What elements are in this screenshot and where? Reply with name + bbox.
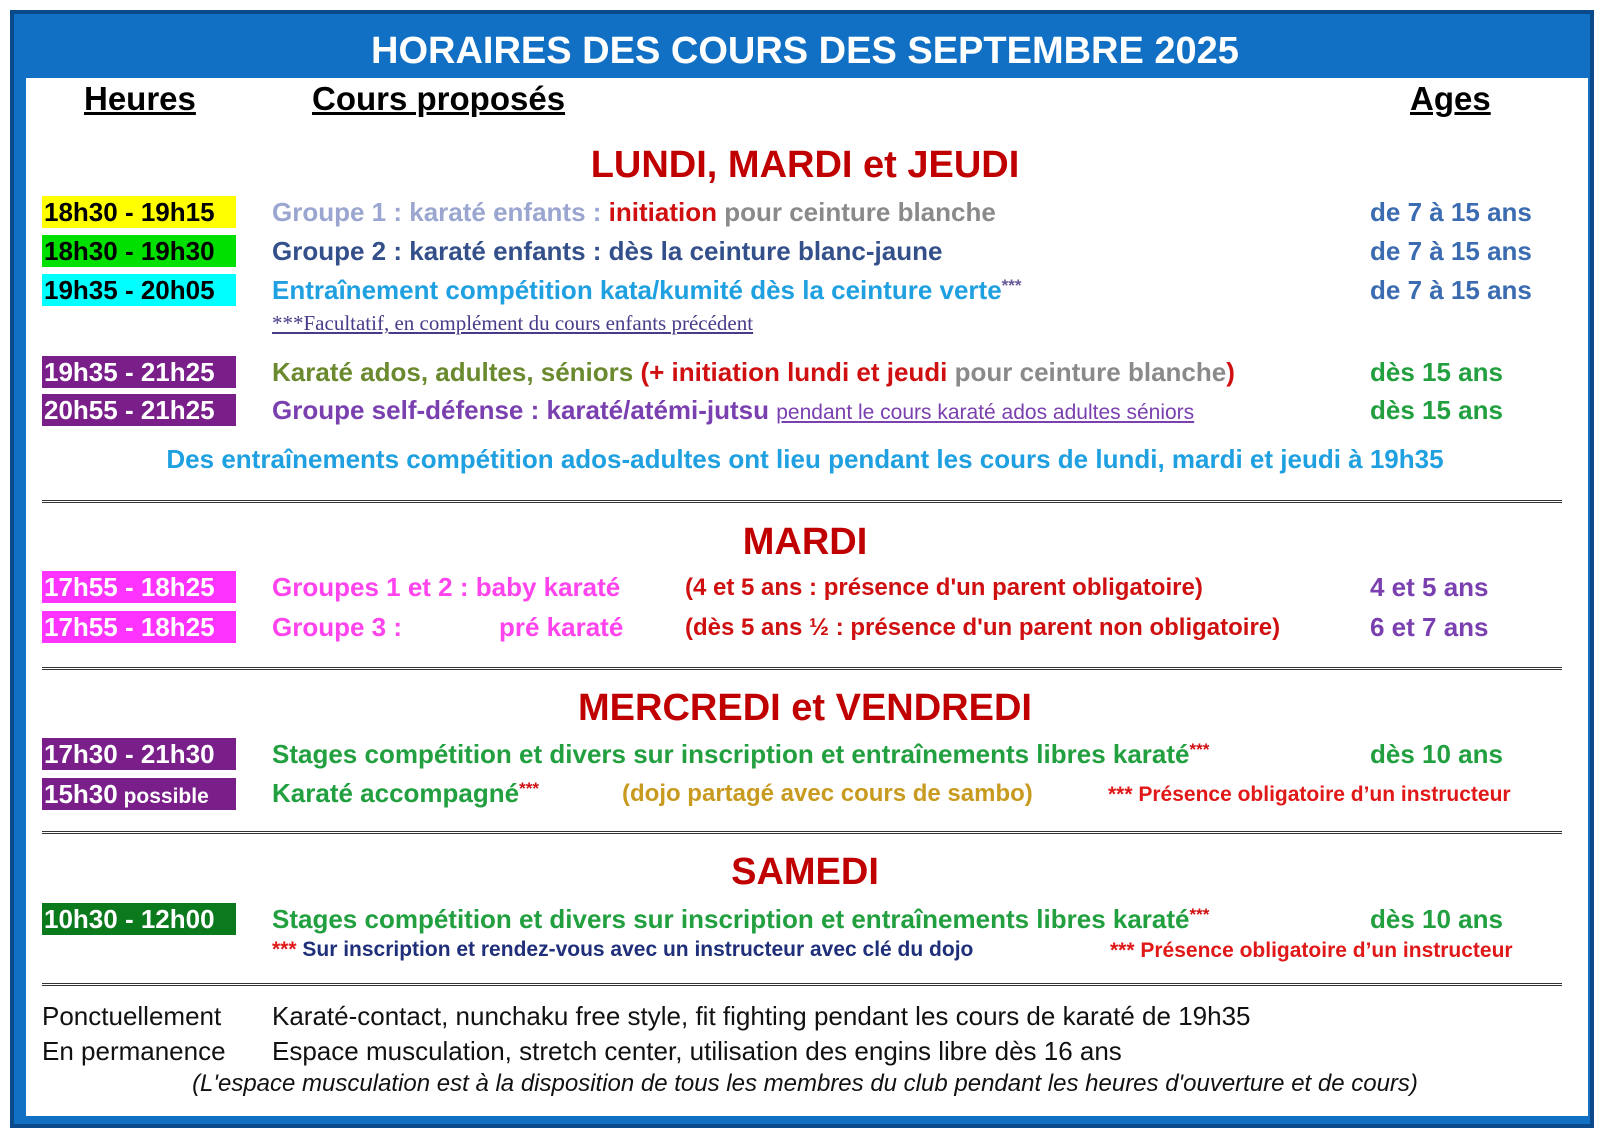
time-badge: 20h55 - 21h25 xyxy=(42,394,236,426)
course-label: Groupe 2 : karaté enfants : dès la ceinture blanc-jaune xyxy=(272,236,943,266)
time-badge: 17h30 - 21h30 xyxy=(42,738,236,770)
course-condition: (dès 5 ans ½ : présence d'un parent non obligatoire) xyxy=(685,614,1281,641)
footer-text: Karaté-contact, nunchaku free style, fit fighting pendant les cours de karaté de 19h35 xyxy=(272,1001,1251,1031)
course-paren: ) xyxy=(1226,357,1235,387)
footnote-line xyxy=(272,939,973,960)
time-badge: 17h55 - 18h25 xyxy=(42,571,236,603)
footer-label: Ponctuellement xyxy=(42,1001,222,1031)
age-label: de 7 à 15 ans xyxy=(1370,275,1532,305)
age-label: dès 10 ans xyxy=(1370,904,1503,934)
page-title: HORAIRES DES COURS DES SEPTEMBRE 2025 xyxy=(371,30,1239,72)
course-label xyxy=(272,741,1209,767)
course-text: Karaté accompagné xyxy=(272,778,520,808)
divider xyxy=(42,667,1562,670)
section-title-mardi: MARDI xyxy=(742,521,868,563)
course-detail: pour ceinture blanche xyxy=(716,197,996,227)
footnote-text: Sur inscription et rendez-vous avec un instructeur avec clé du dojo xyxy=(296,938,974,961)
age-label: dès 10 ans xyxy=(1370,739,1503,769)
course-text: Entraînement compétition kata/kumité dès la ceinture verte xyxy=(272,275,1002,305)
course-note: pendant le cours karaté ados adultes séniors xyxy=(776,401,1195,424)
age-label: dès 15 ans xyxy=(1370,395,1503,425)
footnote-text: ***Facultatif, en complément du cours enfants précédent xyxy=(272,311,754,335)
course-condition: (4 et 5 ans : présence d'un parent obligatoire) xyxy=(685,574,1203,601)
course-label: Groupes 1 et 2 : baby karaté xyxy=(272,572,621,602)
time-qualifier: possible xyxy=(117,785,209,808)
divider xyxy=(42,831,1562,834)
course-text: Stages compétition et divers sur inscription et entraînements libres karaté xyxy=(272,904,1190,934)
age-label: de 7 à 15 ans xyxy=(1370,197,1532,227)
divider xyxy=(42,500,1562,503)
footer-note: (L'espace musculation est à la disposition de tous les membres du club pendant les heures d'ouverture et de cours) xyxy=(192,1070,1418,1097)
time-badge: 18h30 - 19h30 xyxy=(42,235,236,267)
course-detail: pour ceinture blanche xyxy=(947,357,1227,387)
column-header-cours: Cours proposés xyxy=(312,80,566,117)
course-label xyxy=(272,780,539,806)
course-label xyxy=(272,359,1235,385)
footnote-marker: *** xyxy=(519,779,539,798)
course-text: Karaté ados, adultes, séniors xyxy=(272,357,641,387)
footnote-marker: *** xyxy=(1189,905,1210,924)
age-label: dès 15 ans xyxy=(1370,357,1503,387)
course-label xyxy=(272,397,1194,423)
section-title-lundi-mardi-jeudi: LUNDI, MARDI et JEUDI xyxy=(590,144,1020,186)
age-label: de 7 à 15 ans xyxy=(1370,236,1532,266)
course-label xyxy=(272,277,1022,303)
footer-text: Espace musculation, stretch center, utilisation des engins libre dès 16 ans xyxy=(272,1036,1122,1066)
footnote-marker: *** xyxy=(1189,740,1210,759)
column-header-ages: Ages xyxy=(1410,80,1491,117)
course-condition: (dojo partagé avec cours de sambo) xyxy=(622,780,1033,807)
age-label: 4 et 5 ans xyxy=(1370,572,1489,602)
time-badge: 18h30 - 19h15 xyxy=(42,196,236,228)
info-text: Des entraînements compétition ados-adultes ont lieu pendant les cours de lundi, mardi et jeudi à 19h35 xyxy=(166,444,1444,474)
time-main: 15h30 xyxy=(44,779,118,809)
footer-label: En permanence xyxy=(42,1036,226,1066)
section-title-mercredi-vendredi: MERCREDI et VENDREDI xyxy=(578,687,1032,729)
footnote-text: *** Présence obligatoire d’un instructeur xyxy=(1110,939,1513,962)
time-badge: 17h55 - 18h25 xyxy=(42,611,236,643)
course-label: Groupe 3 : xyxy=(272,612,403,642)
divider xyxy=(42,983,1562,986)
age-label: 6 et 7 ans xyxy=(1370,612,1489,642)
course-text: Stages compétition et divers sur inscription et entraînements libres karaté xyxy=(272,739,1190,769)
time-badge xyxy=(42,778,236,810)
course-label xyxy=(272,199,996,225)
course-highlight: initiation xyxy=(608,197,717,227)
column-header-heures: Heures xyxy=(84,80,196,117)
course-text: Groupe self-défense : karaté/atémi-jutsu xyxy=(272,395,777,425)
course-label xyxy=(272,906,1209,932)
time-badge: 19h35 - 21h25 xyxy=(42,356,236,388)
footnote-marker: *** xyxy=(272,938,297,961)
time-badge: 10h30 - 12h00 xyxy=(42,903,236,935)
course-group: Groupe 1 : karaté enfants : xyxy=(272,197,609,227)
footnote-marker: *** xyxy=(1001,276,1022,295)
course-label-detail: pré karaté xyxy=(499,612,624,642)
time-badge: 19h35 - 20h05 xyxy=(42,274,236,306)
footnote-text: *** Présence obligatoire d’un instructeur xyxy=(1108,783,1511,806)
section-title-samedi: SAMEDI xyxy=(731,851,879,893)
course-highlight: (+ initiation lundi et jeudi xyxy=(640,357,948,387)
